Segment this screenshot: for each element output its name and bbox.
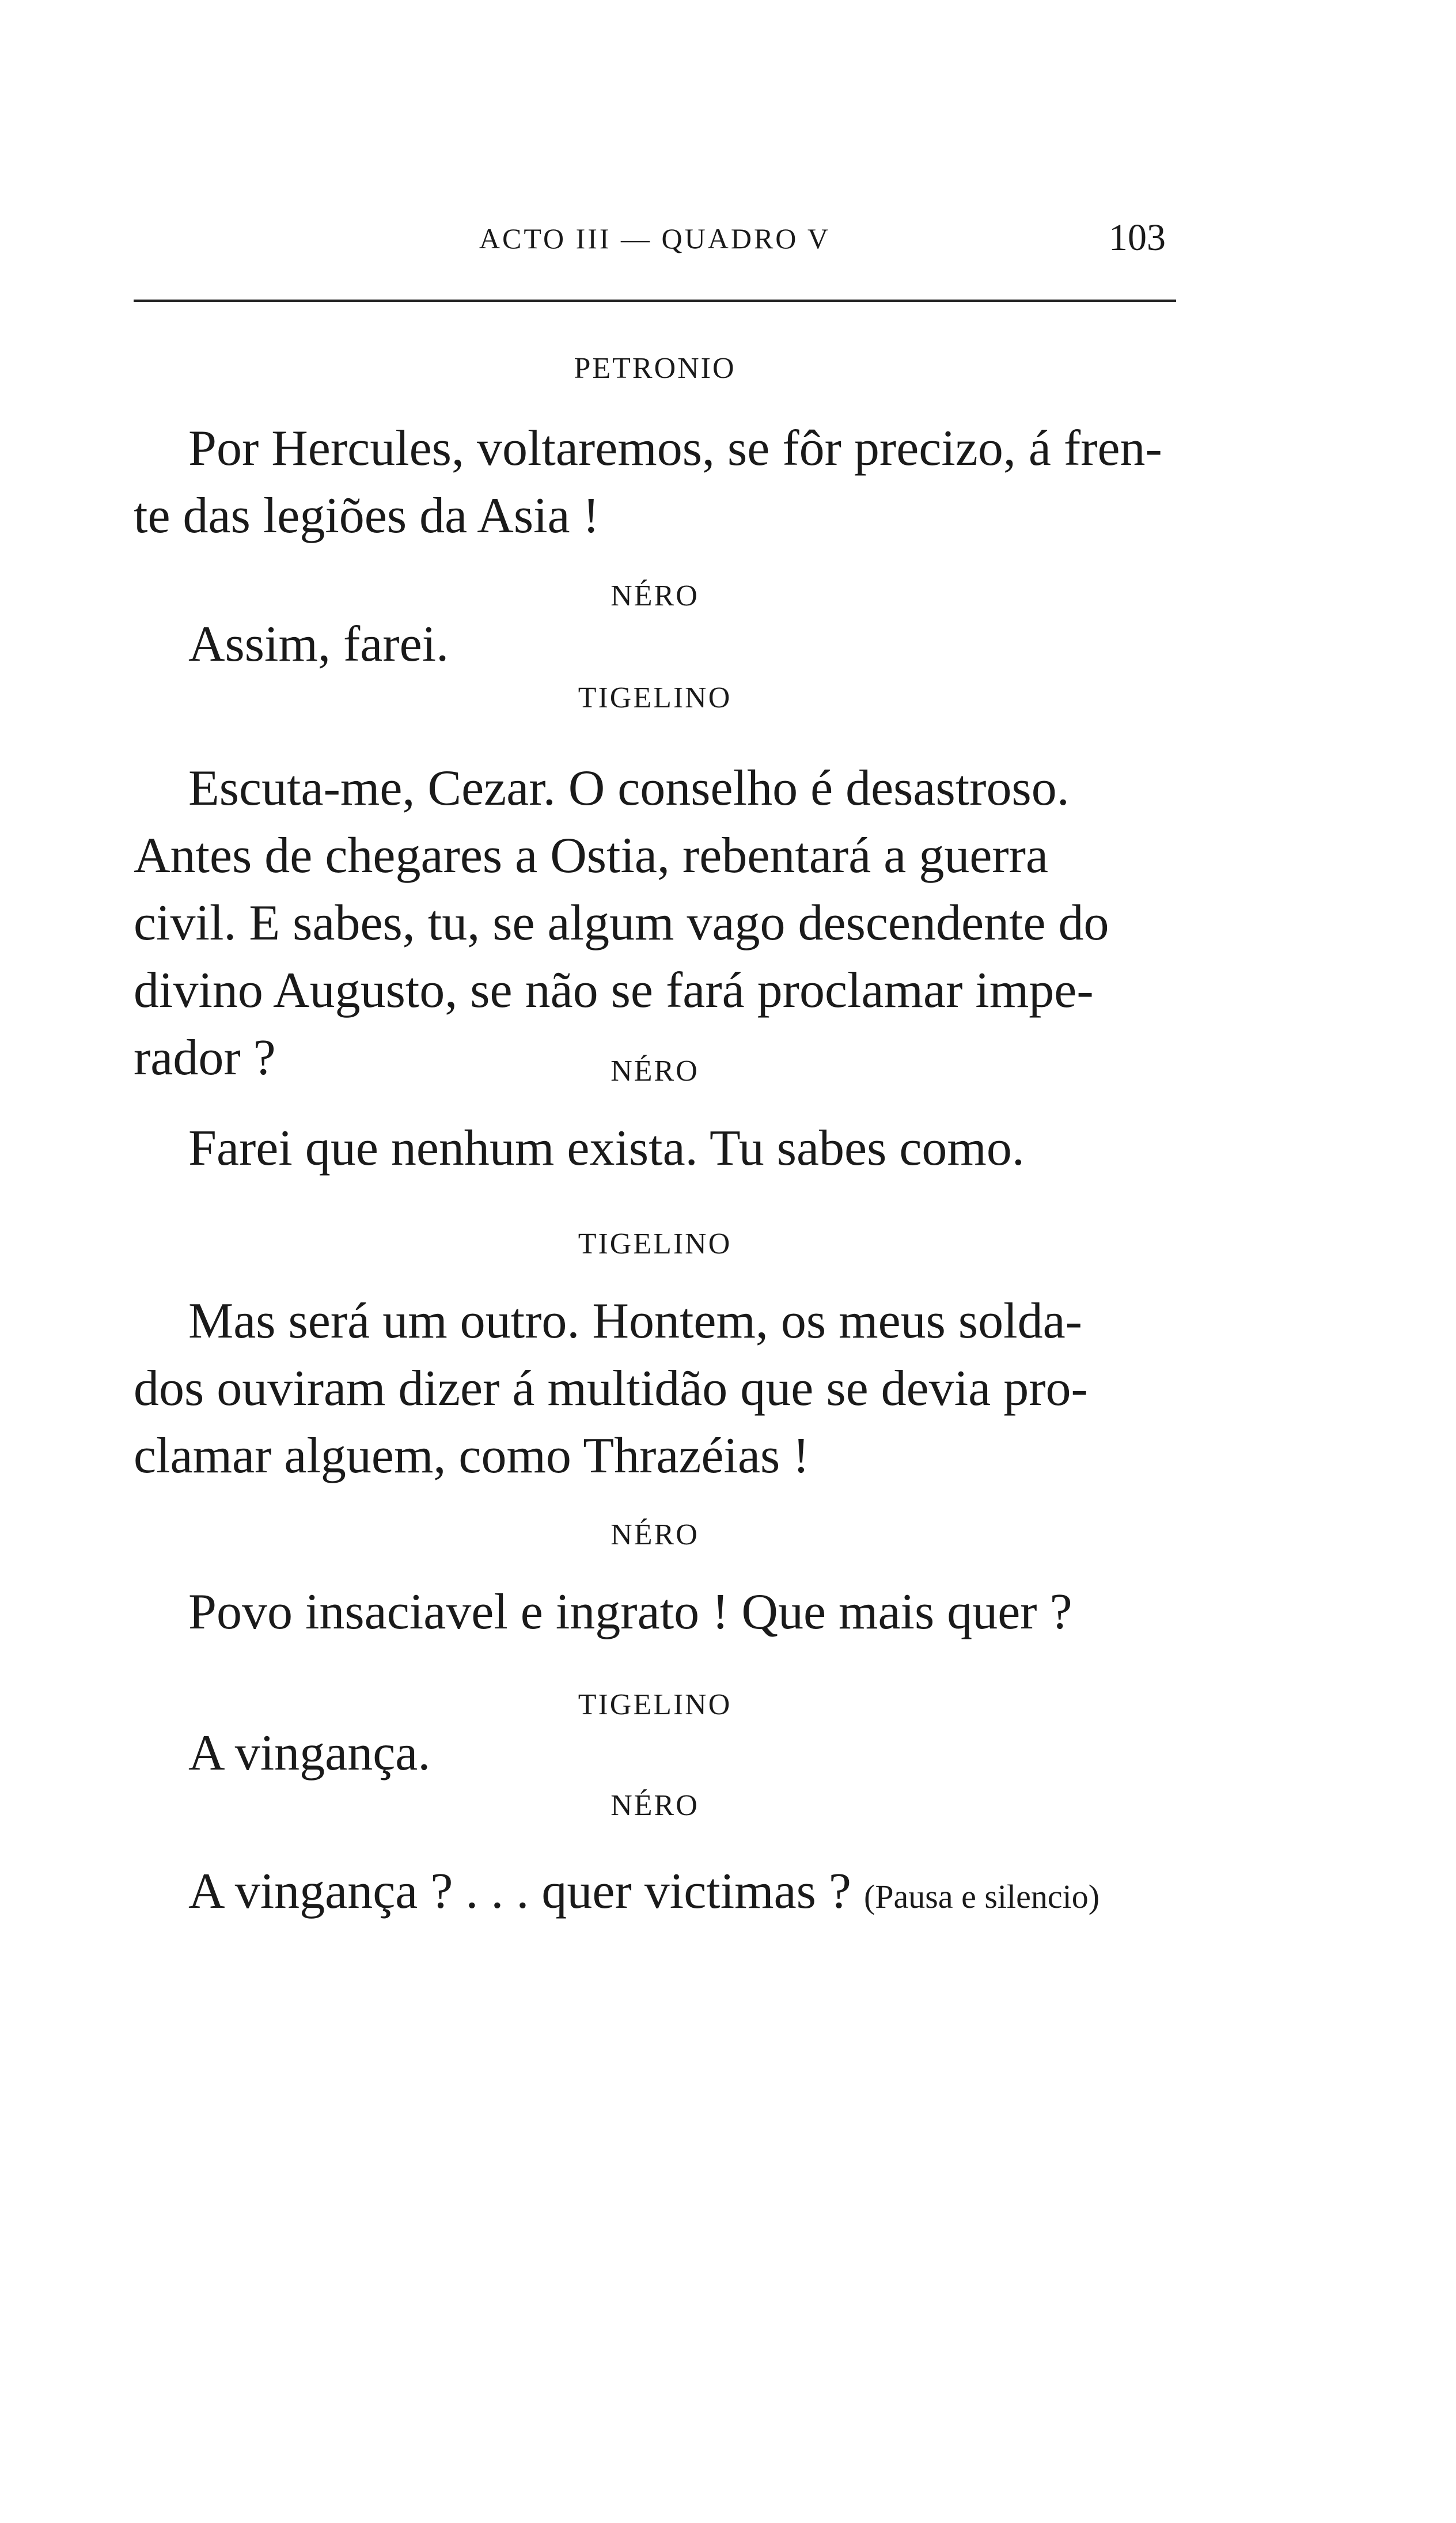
speaker-name: NÉRO	[611, 1789, 699, 1822]
speech-text	[134, 1287, 1176, 1490]
page-number: 103	[1109, 217, 1166, 259]
speech-line: te das legiões da Asia !	[134, 488, 600, 544]
speech-line: civil. E sabes, tu, se algum vago descendente do	[134, 895, 1109, 951]
speaker-name: NÉRO	[611, 579, 699, 612]
speaker-name: NÉRO	[611, 1518, 699, 1551]
speech-line-text: A vingança ? . . . quer victimas ?	[188, 1863, 851, 1919]
speech-text	[134, 1719, 1176, 1787]
speech-line: Assim, farei.	[188, 616, 449, 672]
speaker-name: TIGELINO	[578, 1688, 732, 1721]
speech-line: Mas será um outro. Hontem, os meus solda-	[188, 1293, 1082, 1349]
speech-line: Povo insaciavel e ingrato ! Que mais quer ?	[188, 1584, 1072, 1640]
speaker-name: TIGELINO	[578, 1228, 732, 1260]
speech-line: rador ?	[134, 1030, 276, 1086]
running-title: ACTO III — QUADRO V	[479, 222, 831, 255]
speaker-name: NÉRO	[611, 1055, 699, 1088]
speech-line: Escuta-me, Cezar. O conselho é desastroso.	[188, 760, 1070, 816]
speech-line: Por Hercules, voltaremos, se fôr precizo, á fren-	[188, 420, 1162, 476]
speech-line: clamar alguem, como Thrazéias !	[134, 1428, 810, 1484]
speaker-name: TIGELINO	[578, 681, 732, 714]
speech-line: A vingança.	[188, 1725, 431, 1781]
speech-line: divino Augusto, se não se fará proclamar impe-	[134, 963, 1094, 1018]
speech-text	[134, 415, 1176, 550]
speech-text	[134, 1578, 1176, 1646]
speech-line: Farei que nenhum exista. Tu sabes como.	[188, 1120, 1025, 1176]
speech-text	[134, 1858, 1176, 1925]
speech-text	[134, 611, 1176, 678]
speech-line	[134, 1858, 1176, 1925]
speech-text	[134, 755, 1176, 1092]
speech-text	[134, 1115, 1176, 1182]
stage-direction: (Pausa e silencio)	[863, 1878, 1100, 1915]
speaker-name: PETRONIO	[574, 352, 736, 385]
speech-line: dos ouviram dizer á multidão que se devia pro-	[134, 1361, 1088, 1416]
header-rule	[134, 300, 1176, 302]
page-header	[134, 217, 1176, 274]
speech-line: Antes de chegares a Ostia, rebentará a guerra	[134, 828, 1049, 884]
